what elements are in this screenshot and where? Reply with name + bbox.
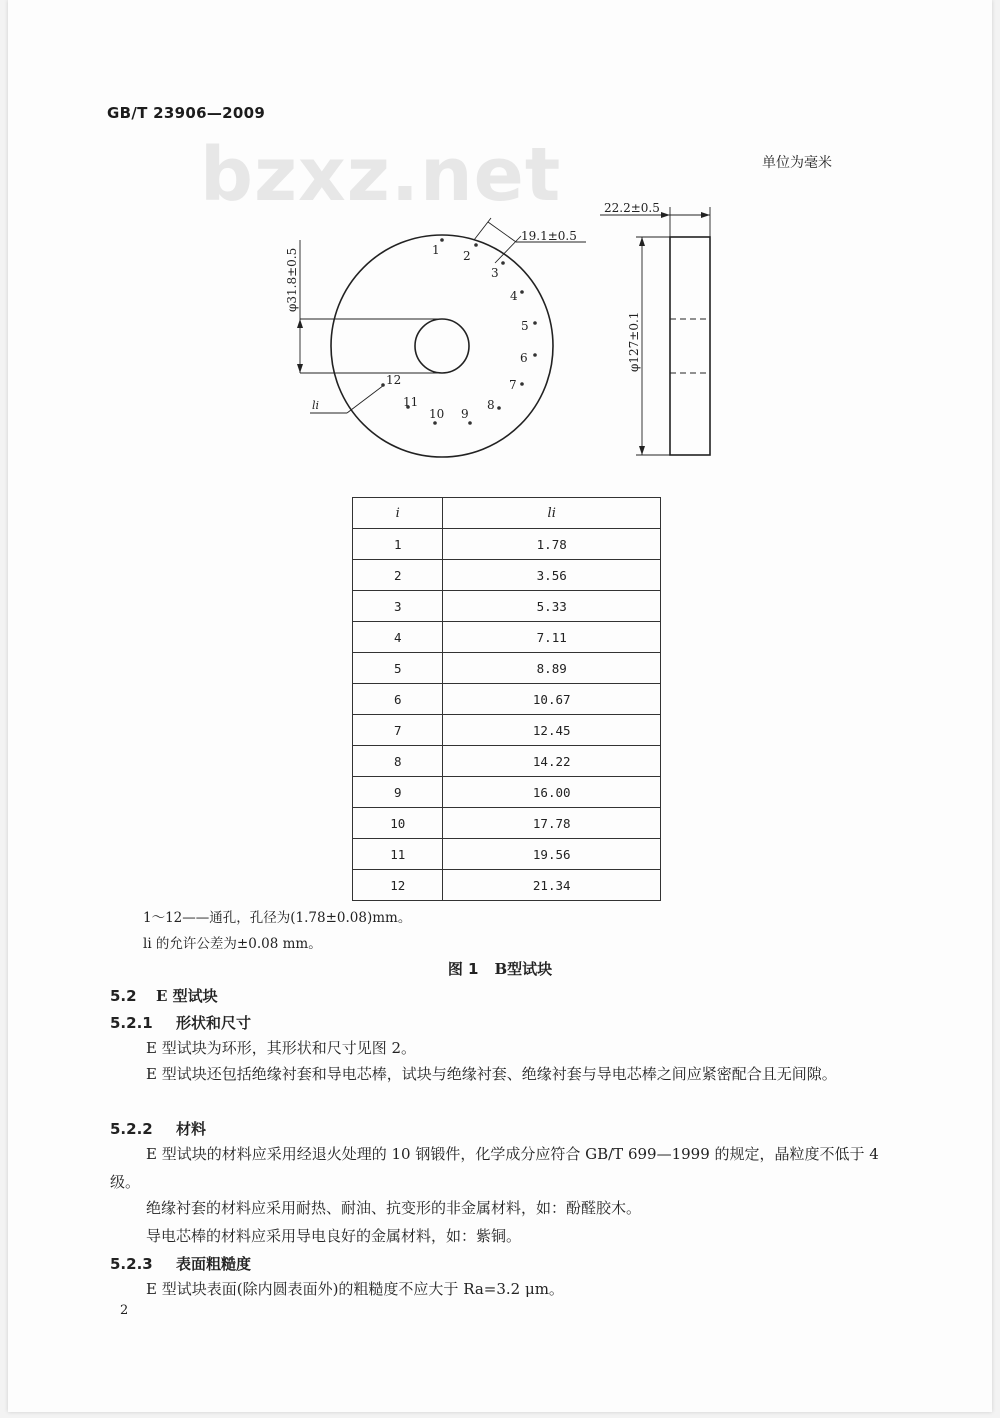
page-number: 2 bbox=[120, 1303, 129, 1318]
section-title: 形状和尺寸 bbox=[176, 1014, 252, 1032]
cell-distance: 17.78 bbox=[443, 808, 661, 839]
hole-label: 4 bbox=[510, 289, 518, 303]
dim-inner-diameter: φ31.8±0.5 bbox=[285, 247, 299, 312]
figure-drawing bbox=[0, 0, 1000, 480]
cell-distance: 19.56 bbox=[443, 839, 661, 870]
paragraph: E 型试块的材料应采用经退火处理的 10 钢锻件，化学成分应符合 GB/T 699—1999 的规定，晶粒度不低于 4 级。 bbox=[110, 1145, 879, 1191]
hole-label: 11 bbox=[403, 395, 419, 409]
dim-line bbox=[488, 222, 516, 242]
cell-distance: 1.78 bbox=[443, 529, 661, 560]
arrow-icon bbox=[701, 212, 710, 218]
arrow-icon bbox=[661, 212, 670, 218]
hole-label: 5 bbox=[521, 319, 529, 333]
paragraph: E 型试块为环形，其形状和尺寸见图 2。 bbox=[146, 1039, 417, 1057]
dim-hole-spacing: 19.1±0.5 bbox=[521, 229, 577, 243]
table-row bbox=[353, 560, 661, 591]
hole-label: 6 bbox=[520, 351, 528, 365]
section-heading-5-2-2 bbox=[110, 1118, 206, 1139]
table-row bbox=[353, 591, 661, 622]
hole-dot bbox=[440, 238, 444, 242]
section-number: 5.2.2 bbox=[110, 1120, 153, 1138]
table-row bbox=[353, 684, 661, 715]
column-header-li: li bbox=[443, 498, 661, 529]
hole-dot bbox=[520, 382, 524, 386]
dim-ext-line bbox=[474, 218, 491, 240]
cell-distance: 7.11 bbox=[443, 622, 661, 653]
outer-circle bbox=[331, 235, 553, 457]
hole-label: 7 bbox=[509, 378, 517, 392]
table-header-row bbox=[353, 498, 661, 529]
hole-dot bbox=[474, 243, 478, 247]
figure-number: 图 1 bbox=[447, 960, 479, 978]
li-leader bbox=[347, 385, 384, 413]
hole-label: 2 bbox=[463, 249, 471, 263]
dim-outer-diameter: φ127±0.1 bbox=[627, 311, 641, 372]
side-view bbox=[670, 237, 710, 455]
hole-distance-table bbox=[352, 497, 661, 901]
column-header-i: i bbox=[353, 498, 443, 529]
arrow-icon bbox=[639, 446, 645, 455]
dim-ext-line bbox=[495, 236, 521, 263]
standard-id: GB/T 23906—2009 bbox=[107, 104, 266, 122]
cell-distance: 8.89 bbox=[443, 653, 661, 684]
cell-index: 11 bbox=[353, 839, 443, 870]
arrow-icon bbox=[297, 364, 303, 373]
hole-dot bbox=[381, 383, 385, 387]
paragraph: E 型试块表面(除内圆表面外)的粗糙度不应大于 Ra=3.2 μm。 bbox=[146, 1280, 564, 1298]
cell-index: 3 bbox=[353, 591, 443, 622]
cell-distance: 3.56 bbox=[443, 560, 661, 591]
cell-index: 8 bbox=[353, 746, 443, 777]
hole-label: 10 bbox=[429, 407, 445, 421]
cell-index: 10 bbox=[353, 808, 443, 839]
cell-distance: 14.22 bbox=[443, 746, 661, 777]
figure-caption bbox=[0, 958, 1000, 979]
table-row bbox=[353, 529, 661, 560]
cell-index: 12 bbox=[353, 870, 443, 901]
section-number: 5.2.1 bbox=[110, 1014, 153, 1032]
hole-label: 1 bbox=[432, 243, 440, 257]
cell-distance: 10.67 bbox=[443, 684, 661, 715]
section-number: 5.2 bbox=[110, 987, 137, 1005]
cell-index: 1 bbox=[353, 529, 443, 560]
section-heading-5-2-3 bbox=[110, 1253, 251, 1274]
table-row bbox=[353, 777, 661, 808]
cell-distance: 21.34 bbox=[443, 870, 661, 901]
table-row bbox=[353, 808, 661, 839]
hole-dot bbox=[533, 353, 537, 357]
hole-label: 12 bbox=[386, 373, 402, 387]
cell-index: 6 bbox=[353, 684, 443, 715]
arrow-icon bbox=[297, 319, 303, 328]
cell-distance: 16.00 bbox=[443, 777, 661, 808]
hole-dot bbox=[533, 321, 537, 325]
note-tolerance: li 的允许公差为±0.08 mm。 bbox=[143, 936, 322, 952]
cell-index: 9 bbox=[353, 777, 443, 808]
hole-label: 9 bbox=[461, 407, 469, 421]
table-row bbox=[353, 839, 661, 870]
dim-thickness: 22.2±0.5 bbox=[604, 201, 660, 215]
table-row bbox=[353, 746, 661, 777]
cell-index: 7 bbox=[353, 715, 443, 746]
section-title: 材料 bbox=[176, 1120, 207, 1138]
unit-note: 单位为毫米 bbox=[762, 155, 832, 171]
hole-dot bbox=[433, 421, 437, 425]
figure-title: B型试块 bbox=[494, 960, 553, 978]
hole-dot bbox=[501, 261, 505, 265]
cell-distance: 12.45 bbox=[443, 715, 661, 746]
watermark: bzxz.net bbox=[200, 132, 562, 218]
li-label: li bbox=[312, 399, 320, 412]
hole-label: 8 bbox=[487, 398, 495, 412]
inner-circle bbox=[415, 319, 469, 373]
cell-index: 5 bbox=[353, 653, 443, 684]
section-number: 5.2.3 bbox=[110, 1255, 153, 1273]
hole-dot bbox=[520, 290, 524, 294]
section-heading-5-2 bbox=[110, 985, 218, 1006]
table-row bbox=[353, 653, 661, 684]
section-title: E 型试块 bbox=[156, 987, 218, 1005]
hole-dot bbox=[468, 421, 472, 425]
cell-index: 4 bbox=[353, 622, 443, 653]
cell-index: 2 bbox=[353, 560, 443, 591]
hole-labels bbox=[386, 243, 529, 421]
table-row bbox=[353, 870, 661, 901]
note-holes: 1～12——通孔，孔径为(1.78±0.08)mm。 bbox=[143, 910, 412, 926]
section-heading-5-2-1 bbox=[110, 1012, 251, 1033]
hole-dot bbox=[497, 406, 501, 410]
paragraph: 绝缘衬套的材料应采用耐热、耐油、抗变形的非金属材料，如：酚醛胶木。 bbox=[146, 1199, 642, 1217]
table-row bbox=[353, 622, 661, 653]
paragraph: 导电芯棒的材料应采用导电良好的金属材料，如：紫铜。 bbox=[146, 1227, 522, 1245]
arrow-icon bbox=[639, 237, 645, 246]
cell-distance: 5.33 bbox=[443, 591, 661, 622]
hole-label: 3 bbox=[491, 266, 499, 280]
section-title: 表面粗糙度 bbox=[176, 1255, 252, 1273]
paragraph: E 型试块还包括绝缘衬套和导电芯棒，试块与绝缘衬套、绝缘衬套与导电芯棒之间应紧密配合且无间隙。 bbox=[146, 1065, 837, 1083]
table-row bbox=[353, 715, 661, 746]
